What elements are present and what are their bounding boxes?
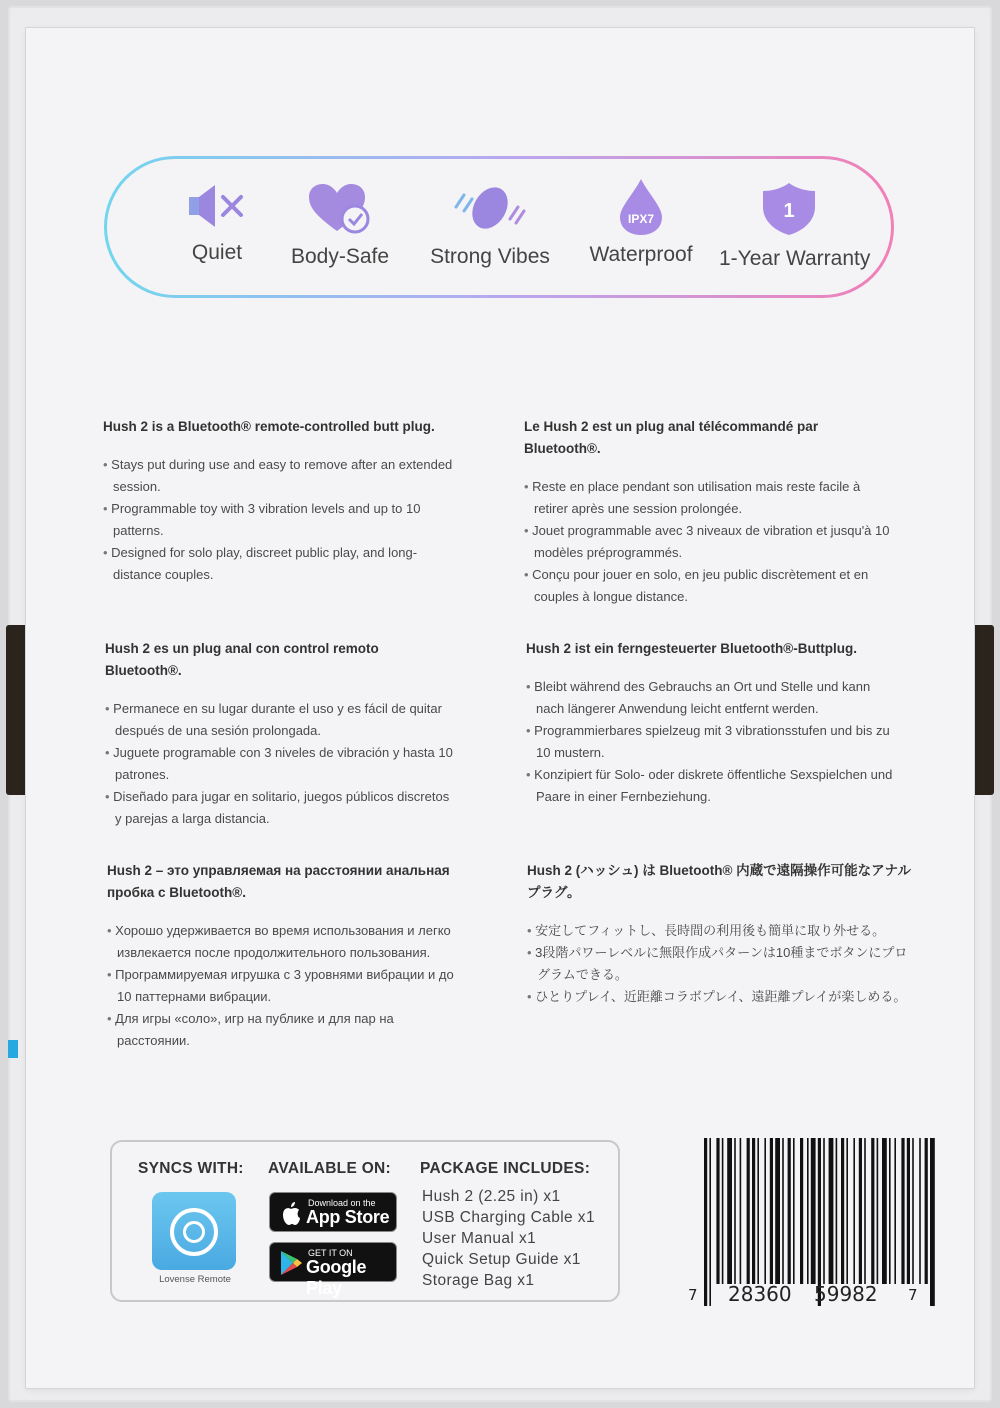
water-drop-icon: [616, 177, 666, 237]
info-box: [110, 1140, 620, 1302]
description-french: [524, 416, 894, 608]
description-japanese: [527, 860, 911, 1008]
description-title: Hush 2 is a Bluetooth® remote-controlled butt plug.: [103, 419, 435, 434]
list-item: • ひとりプレイ、近距離コラボプレイ、遠距離プレイが楽しめる。: [527, 986, 911, 1008]
package-item: USB Charging Cable x1: [422, 1209, 595, 1226]
list-item: • Программируемая игрушка с 3 уровнями вибрации и до 10 паттернами вибрации.: [107, 964, 463, 1008]
svg-text:IPX7: IPX7: [627, 212, 655, 226]
description-english: [103, 416, 453, 586]
heart-check-icon: [305, 181, 375, 235]
list-item: • Bleibt während des Gebrauchs an Ort und Stelle und kann nach längerer Anwendung leicht entfernt werden.: [526, 676, 896, 720]
barcode-digit-right: 7: [908, 1286, 918, 1304]
list-item: • Permanece en su lugar durante el uso y es fácil de quitar después de una sesión prolongada.: [105, 698, 455, 742]
list-item: • Для игры «соло», игр на публике и для пар на расстоянии.: [107, 1008, 463, 1052]
feature-waterproof: [571, 181, 711, 267]
list-item: • Хорошо удерживается во время использования и легко извлекается после продолжительного пользования.: [107, 920, 463, 964]
list-item: • Designed for solo play, discreet public play, and long-distance couples.: [103, 542, 453, 586]
google-play-badge: GET IT ON Google Play: [269, 1242, 397, 1282]
feature-label: Body-Safe: [290, 245, 390, 268]
feature-quiet: [147, 181, 287, 265]
app-store-badge: Download on the App Store: [269, 1192, 397, 1232]
list-item: • 安定してフィットし、長時間の利用後も簡単に取り外せる。: [527, 920, 911, 942]
svg-text:1: 1: [783, 200, 795, 222]
barcode-group-left: 28360: [728, 1282, 792, 1306]
package-item: Storage Bag x1: [422, 1272, 535, 1289]
barcode-group-right: 59982: [814, 1282, 878, 1306]
shield-icon: [759, 181, 819, 237]
list-item: • Reste en place pendant son utilisation mais reste facile à retirer après une session prolongée.: [524, 476, 894, 520]
description-spanish: [105, 638, 455, 830]
description-title: Le Hush 2 est un plug anal télécommandé par Bluetooth®.: [524, 419, 819, 456]
available-on-heading: AVAILABLE ON:: [268, 1160, 392, 1177]
box-back-panel: [26, 28, 974, 1388]
package-item: User Manual x1: [422, 1230, 537, 1247]
list-item: • Programmierbares spielzeug mit 3 vibrationsstufen und bis zu 10 mustern.: [526, 720, 896, 764]
list-item: • 3段階パワーレベルに無限作成パターンは10種までボタンにプログラムできる。: [527, 942, 911, 986]
barcode: [688, 1138, 938, 1308]
blue-tab-marker: [8, 1040, 18, 1058]
side-strap-right: [972, 625, 994, 795]
description-title: Hush 2 es un plug anal con control remoto Bluetooth®.: [105, 641, 379, 678]
package-list: [422, 1186, 595, 1291]
package-item: Quick Setup Guide x1: [422, 1251, 581, 1268]
description-title: Hush 2 – это управляемая на расстоянии анальная пробка с Bluetooth®.: [107, 863, 450, 900]
speaker-mute-icon: [185, 181, 249, 231]
google-play-icon: [279, 1250, 303, 1276]
package-includes-heading: PACKAGE INCLUDES:: [420, 1160, 591, 1177]
package-item: Hush 2 (2.25 in) x1: [422, 1188, 561, 1205]
apple-icon: [280, 1200, 302, 1226]
lovense-remote-app-icon: [152, 1192, 236, 1270]
list-item: • Programmable toy with 3 vibration levels and up to 10 patterns.: [103, 498, 453, 542]
description-title: Hush 2 (ハッシュ) は Bluetooth® 内蔵で遠隔操作可能なアナルプラグ。: [527, 863, 911, 900]
syncs-with-heading: SYNCS WITH:: [138, 1160, 244, 1177]
description-german: [526, 638, 896, 808]
list-item: • Diseñado para jugar en solitario, juegos públicos discretos y parejas a larga distancia.: [105, 786, 455, 830]
vibration-icon: [450, 181, 530, 235]
app-name: Lovense Remote: [159, 1274, 231, 1285]
feature-warranty: [719, 181, 871, 271]
barcode-digit-left: 7: [688, 1286, 698, 1304]
feature-strong-vibes: [420, 181, 560, 269]
feature-label: Quiet: [191, 241, 243, 264]
feature-label: Waterproof: [589, 243, 693, 266]
list-item: • Juguete programable con 3 niveles de vibración y hasta 10 patrones.: [105, 742, 455, 786]
list-item: • Konzipiert für Solo- oder diskrete öffentliche Sexspielchen und Paare in einer Fernbeziehung.: [526, 764, 896, 808]
list-item: • Stays put during use and easy to remove after an extended session.: [103, 454, 453, 498]
description-title: Hush 2 ist ein ferngesteuerter Bluetooth®-Buttplug.: [526, 641, 857, 656]
feature-body-safe: [270, 181, 410, 269]
list-item: • Conçu pour jouer en solo, en jeu public discrètement et en couples à longue distance.: [524, 564, 894, 608]
feature-label: 1-Year Warranty: [719, 247, 871, 270]
feature-label: Strong Vibes: [430, 245, 550, 268]
list-item: • Jouet programmable avec 3 niveaux de vibration et jusqu'à 10 modèles préprogrammés.: [524, 520, 894, 564]
description-russian: [107, 860, 463, 1052]
feature-pill: [104, 156, 894, 298]
side-strap-left: [6, 625, 28, 795]
